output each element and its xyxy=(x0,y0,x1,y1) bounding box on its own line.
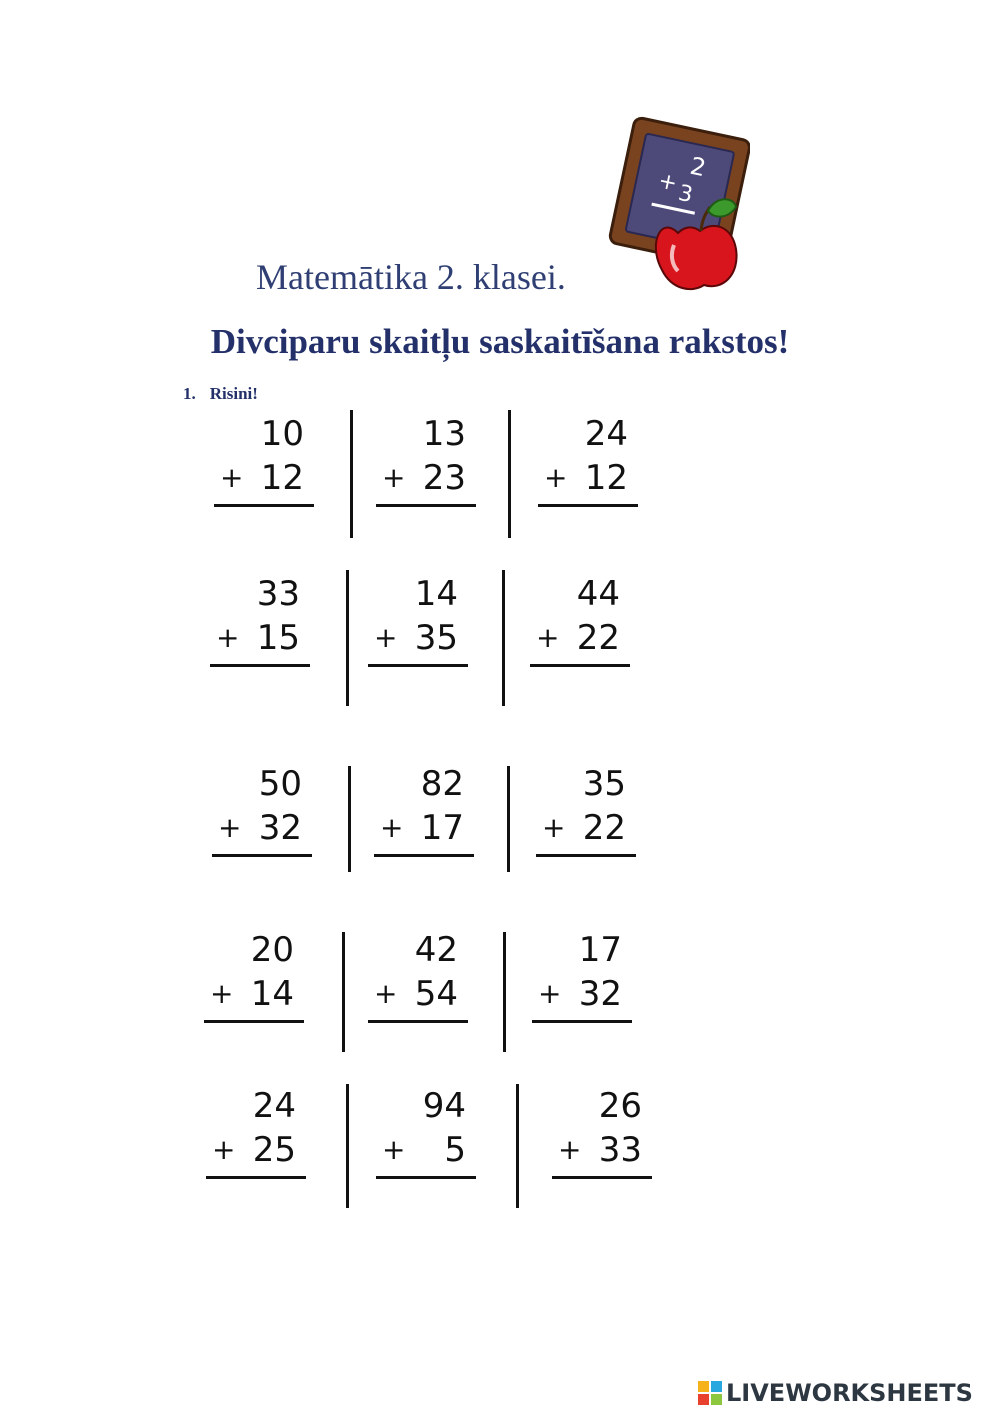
addend-top: 94 xyxy=(422,1086,466,1126)
sum-line xyxy=(374,854,474,857)
plus-sign: + xyxy=(212,1133,236,1166)
sum-line xyxy=(376,1176,476,1179)
addition-problem xyxy=(376,412,476,507)
sum-line xyxy=(206,1176,306,1179)
sum-line xyxy=(214,504,314,507)
addend-bottom-line xyxy=(210,616,310,660)
plus-sign: + xyxy=(374,977,398,1010)
addend-bottom: 25 xyxy=(252,1130,296,1170)
addend-top: 24 xyxy=(252,1086,296,1126)
slate-top-digit: 2 xyxy=(687,151,709,183)
slate-plus-sign: + xyxy=(656,168,680,197)
sum-line xyxy=(552,1176,652,1179)
addend-bottom: 33 xyxy=(598,1130,642,1170)
addend-top: 14 xyxy=(414,574,458,614)
plus-sign: + xyxy=(544,461,568,494)
addition-problem xyxy=(538,412,638,507)
worksheet-subtitle: Divciparu skaitļu saskaitīšana rakstos! xyxy=(210,322,790,361)
addition-problem xyxy=(536,762,636,857)
sum-line xyxy=(530,664,630,667)
plus-sign: + xyxy=(538,977,562,1010)
addend-bottom-line xyxy=(214,456,314,500)
column-divider xyxy=(508,410,511,538)
addend-bottom: 35 xyxy=(414,618,458,658)
addend-top: 35 xyxy=(582,764,626,804)
brand-logo-square xyxy=(698,1381,709,1392)
brand-logo-square xyxy=(711,1381,722,1392)
addend-top: 20 xyxy=(250,930,294,970)
addition-problem xyxy=(376,1084,476,1179)
addend-bottom-line xyxy=(376,456,476,500)
sum-line xyxy=(538,504,638,507)
column-divider xyxy=(350,410,353,538)
addend-bottom: 54 xyxy=(414,974,458,1014)
column-divider xyxy=(516,1084,519,1208)
addend-bottom: 23 xyxy=(422,458,466,498)
task-label: Risini! xyxy=(209,384,258,403)
sum-line xyxy=(210,664,310,667)
addition-problem xyxy=(374,762,474,857)
addend-top: 50 xyxy=(258,764,302,804)
brand-footer xyxy=(698,1378,973,1408)
plus-sign: + xyxy=(382,461,406,494)
addend-bottom-line xyxy=(212,806,312,850)
plus-sign: + xyxy=(542,811,566,844)
column-divider xyxy=(342,932,345,1052)
addend-top: 24 xyxy=(584,414,628,454)
sum-line xyxy=(212,854,312,857)
sum-line xyxy=(204,1020,304,1023)
plus-sign: + xyxy=(374,621,398,654)
plus-sign: + xyxy=(536,621,560,654)
brand-logo-icon xyxy=(698,1381,722,1405)
plus-sign: + xyxy=(558,1133,582,1166)
addition-problem xyxy=(552,1084,652,1179)
addend-bottom-line xyxy=(532,972,632,1016)
addend-bottom-line xyxy=(376,1128,476,1172)
plus-sign: + xyxy=(220,461,244,494)
addend-bottom-line xyxy=(374,806,474,850)
sum-line xyxy=(532,1020,632,1023)
addend-bottom: 12 xyxy=(584,458,628,498)
addition-problem xyxy=(530,572,630,667)
sum-line xyxy=(376,504,476,507)
addend-bottom-line xyxy=(368,972,468,1016)
sum-line xyxy=(368,1020,468,1023)
addition-problem xyxy=(214,412,314,507)
addition-problem xyxy=(206,1084,306,1179)
plus-sign: + xyxy=(216,621,240,654)
task-number: 1. xyxy=(183,384,196,403)
addend-bottom: 5 xyxy=(444,1130,466,1170)
addend-top: 42 xyxy=(414,930,458,970)
addition-problem xyxy=(204,928,304,1023)
chalkboard-apple-icon xyxy=(600,115,750,295)
addition-problem xyxy=(532,928,632,1023)
addition-problem xyxy=(368,572,468,667)
sum-line xyxy=(536,854,636,857)
brand-logo-square xyxy=(698,1394,709,1405)
addend-bottom: 32 xyxy=(258,808,302,848)
column-divider xyxy=(348,766,351,872)
addend-top: 26 xyxy=(598,1086,642,1126)
addend-bottom-line xyxy=(206,1128,306,1172)
column-divider xyxy=(507,766,510,872)
slate-bottom-digit: 3 xyxy=(675,180,695,209)
brand-name: LIVEWORKSHEETS xyxy=(726,1379,973,1407)
addend-top: 33 xyxy=(256,574,300,614)
addend-bottom: 17 xyxy=(420,808,464,848)
addition-problem xyxy=(368,928,468,1023)
addend-top: 44 xyxy=(576,574,620,614)
task-heading xyxy=(183,384,258,404)
addend-bottom: 14 xyxy=(250,974,294,1014)
plus-sign: + xyxy=(210,977,234,1010)
addition-problem xyxy=(210,572,310,667)
addend-top: 13 xyxy=(422,414,466,454)
column-divider xyxy=(503,932,506,1052)
addition-problem xyxy=(212,762,312,857)
addend-bottom-line xyxy=(536,806,636,850)
sum-line xyxy=(368,664,468,667)
addend-bottom: 15 xyxy=(256,618,300,658)
addend-bottom-line xyxy=(204,972,304,1016)
worksheet-title: Matemātika 2. klasei. xyxy=(256,257,566,297)
plus-sign: + xyxy=(382,1133,406,1166)
addend-bottom-line xyxy=(530,616,630,660)
addend-bottom: 22 xyxy=(576,618,620,658)
addend-top: 10 xyxy=(260,414,304,454)
addend-bottom: 22 xyxy=(582,808,626,848)
addend-bottom-line xyxy=(368,616,468,660)
plus-sign: + xyxy=(380,811,404,844)
addend-top: 17 xyxy=(578,930,622,970)
addend-bottom: 32 xyxy=(578,974,622,1014)
column-divider xyxy=(502,570,505,706)
plus-sign: + xyxy=(218,811,242,844)
column-divider xyxy=(346,1084,349,1208)
addend-top: 82 xyxy=(420,764,464,804)
brand-logo-square xyxy=(711,1394,722,1405)
addend-bottom-line xyxy=(552,1128,652,1172)
addend-bottom: 12 xyxy=(260,458,304,498)
column-divider xyxy=(346,570,349,706)
addend-bottom-line xyxy=(538,456,638,500)
